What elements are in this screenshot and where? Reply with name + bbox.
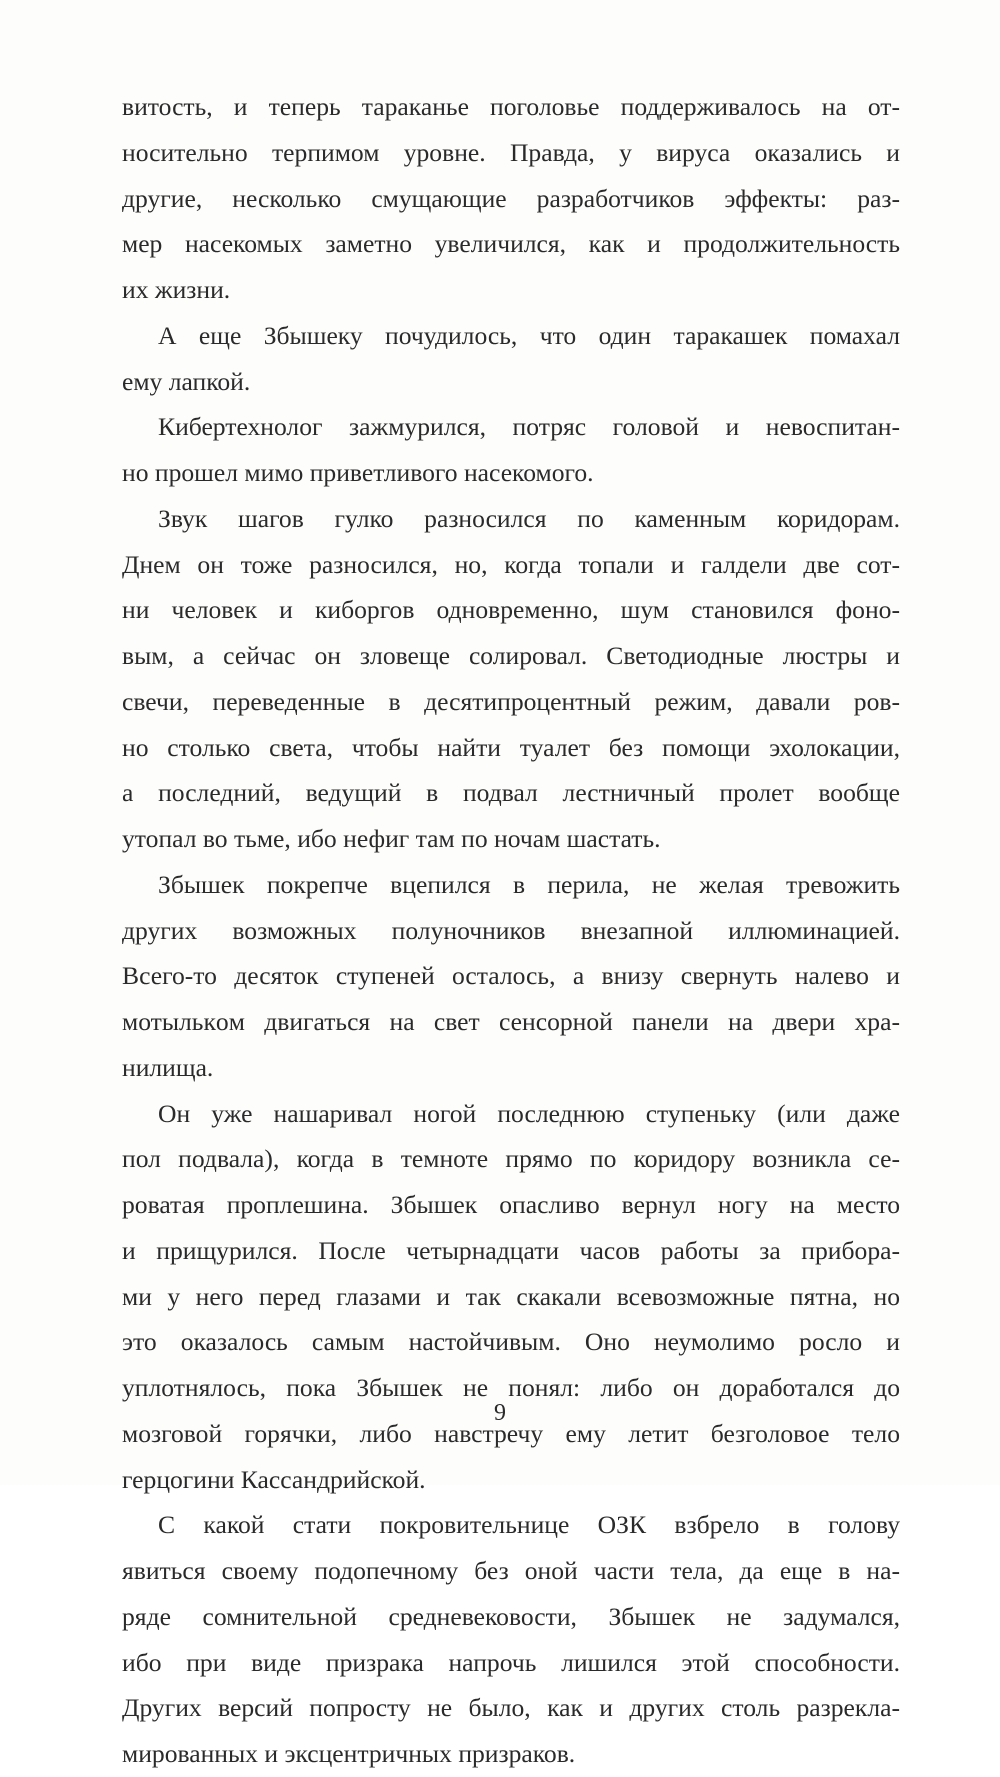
text-line: пол подвала), когда в темноте прямо по коридору возникла се- [122, 1144, 900, 1174]
text-line: Збышек покрепче вцепился в перила, не желая тревожить [158, 869, 900, 899]
text-line: Других версий попросту не было, как и других столь разрекла- [122, 1693, 900, 1723]
text-line: Всего-то десяток ступеней осталось, а внизу свернуть налево и [122, 961, 900, 991]
text-line: мированных и эксцентричных призраков. [122, 1739, 576, 1768]
text-line: другие, несколько смущающие разработчиков эффекты: раз- [122, 183, 900, 213]
paragraph [122, 862, 900, 1091]
text-line: ибо при виде призрака напрочь лишился этой способности. [122, 1647, 900, 1677]
paragraph [122, 1091, 900, 1503]
text-line: мозговой горячки, либо навстречу ему летит безголовое тело [122, 1418, 900, 1448]
paragraph [122, 313, 900, 405]
text-line: герцогини Кассандрийской. [122, 1464, 426, 1494]
text-line: уплотнялось, пока Збышек не понял: либо он доработался до [122, 1373, 900, 1402]
text-line: это оказалось самым настойчивым. Оно неумолимо росло и [122, 1327, 900, 1357]
text-line: утопал во тьме, ибо нефиг там по ночам шастать. [122, 824, 661, 853]
text-line: мотылькoм двигаться на свет сенсорной панели на двери хра- [122, 1007, 900, 1036]
text-line: но столько света, чтобы найти туалет без помощи эхолокации, [122, 732, 900, 762]
text-line: мер насекомых заметно увеличился, как и продолжительность [122, 229, 900, 259]
paragraph [122, 84, 900, 313]
text-line: их жизни. [122, 275, 231, 304]
text-line: Он уже нашаривал ногой последнюю ступеньку (или даже [158, 1098, 900, 1128]
text-line: свечи, переведенные в десятипроцентный режим, давали ров- [122, 686, 900, 716]
text-line: витость, и теперь тараканье поголовье поддерживалось на от- [122, 92, 900, 121]
text-line: Звук шагов гулко разносился по каменным коридорам. [158, 503, 900, 533]
text-line: а последний, ведущий в подвал лестничный пролет вообще [122, 778, 900, 808]
body-text [122, 84, 900, 1777]
text-line: но прошел мимо приветливого насекомого. [122, 458, 594, 487]
paragraph [122, 496, 900, 862]
paragraph [122, 1502, 900, 1777]
text-line: явиться своему подопечному без оной части тела, да еще в на- [122, 1556, 900, 1585]
text-line: роватая проплешина. Збышек опасливо вернул ногу на место [122, 1190, 900, 1219]
text-line: ни человек и киборгов одновременно, шум становился фоно- [122, 595, 900, 625]
text-line: ми у него перед глазами и так скакали всевозможные пятна, но [122, 1281, 900, 1311]
text-line: и прищурился. После четырнадцати часов работы за прибора- [122, 1235, 900, 1265]
text-line: ему лапкой. [122, 366, 251, 396]
text-line: вым, а сейчас он зловеще солировал. Светодиодные люстры и [122, 641, 900, 670]
text-line: нилища. [122, 1052, 214, 1082]
text-line: носительно терпимом уровне. Правда, у вируса оказались и [122, 137, 900, 167]
page-number: 9 [494, 1400, 506, 1426]
text-line: других возможных полуночников внезапной иллюминацией. [122, 915, 900, 945]
text-line: ряде сомнительной средневековости, Збышек не задумался, [122, 1601, 900, 1631]
text-line: Днем он тоже разносился, но, когда топали и галдели две сот- [122, 549, 900, 579]
paragraph [122, 404, 900, 496]
text-line: Кибертехнолог зажмурился, потряс головой и невоспитан- [158, 412, 900, 442]
text-line: С какой стати покровительнице ОЗК взбрело в голову [158, 1510, 900, 1540]
text-line: А еще Збышеку почудилось, что один таракашек помахал [158, 320, 900, 350]
